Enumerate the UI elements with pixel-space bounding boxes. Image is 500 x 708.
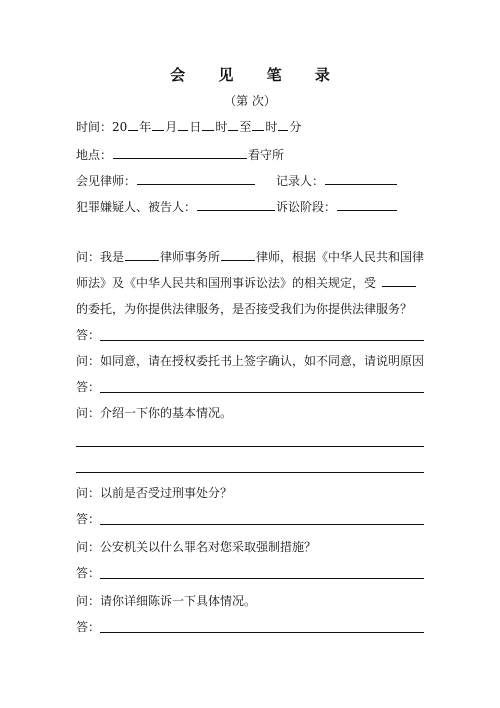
hour-unit: 时: [215, 120, 228, 134]
answer-3-field-2[interactable]: [76, 472, 424, 473]
suspect-line: [76, 200, 276, 214]
q1-text-2: 律师事务所: [160, 250, 221, 264]
question-1-line-3: [76, 302, 412, 316]
answer-2-label: 答：: [76, 380, 101, 394]
year-unit: 年: [139, 120, 152, 134]
time-line: [76, 120, 301, 134]
lawyer-name-blank[interactable]: [221, 250, 255, 261]
question-3: 问：介绍一下你的基本情况。: [76, 406, 233, 420]
q1-text-3: 律师，根据《中华人民共和国律: [256, 250, 425, 264]
question-5: 问：公安机关以什么罪名对您采取强制措施？: [76, 540, 317, 554]
recorder-label: 记录人：: [276, 174, 325, 188]
lawyer-line: [76, 174, 256, 188]
q1-text-1: 问：我是: [76, 250, 125, 264]
q1-text-5: 的委托，为你提供法律服务，是否接受我们为你提供法律服务？: [76, 302, 413, 316]
end-hour-blank[interactable]: [252, 120, 264, 131]
answer-4-field[interactable]: [100, 524, 424, 525]
year-blank[interactable]: [128, 120, 138, 131]
q1-text-4: 师法》及《中华人民共和国刑事诉讼法》的相关规定，受: [76, 276, 377, 290]
end-hour-unit: 时: [265, 120, 278, 134]
answer-5-field[interactable]: [100, 578, 424, 579]
answer-1-field[interactable]: [100, 340, 424, 341]
answer-5-label: 答：: [76, 566, 101, 580]
lawyer-blank[interactable]: [137, 174, 255, 185]
end-minute-blank[interactable]: [278, 120, 288, 131]
answer-6-field[interactable]: [100, 632, 424, 633]
lawyer-label: 会见律师：: [76, 174, 137, 188]
question-6: 问：请你详细陈诉一下具体情况。: [76, 594, 257, 608]
answer-6-label: 答：: [76, 620, 101, 634]
answer-2-field[interactable]: [100, 392, 424, 393]
stage-label: 诉讼阶段：: [276, 200, 337, 214]
detention-center-label: 看守所: [248, 148, 285, 162]
day-unit: 日: [189, 120, 202, 134]
month-unit: 月: [165, 120, 178, 134]
stage-blank[interactable]: [337, 200, 397, 211]
recorder-blank[interactable]: [325, 174, 397, 185]
answer-4-label: 答：: [76, 512, 101, 526]
suspect-blank[interactable]: [197, 200, 275, 211]
question-2: 问：如同意，请在授权委托书上签字确认，如不同意，请说明原因: [76, 354, 425, 368]
place-label: 地点：: [76, 148, 113, 162]
suspect-label: 犯罪嫌疑人、被告人：: [76, 200, 197, 214]
client-blank[interactable]: [382, 276, 416, 287]
stage-line: [276, 200, 398, 214]
question-4: 问：以前是否受过刑事处分？: [76, 486, 233, 500]
month-blank[interactable]: [152, 120, 164, 131]
question-1-line-2: [76, 276, 417, 290]
from-minute-blank[interactable]: [228, 120, 238, 131]
place-blank[interactable]: [113, 148, 247, 159]
minute-unit: 分: [289, 120, 302, 134]
page-title: 会 见 笔 录: [170, 66, 344, 84]
recorder-line: [276, 174, 398, 188]
question-1-line-1: [76, 250, 424, 264]
day-blank[interactable]: [178, 120, 188, 131]
to-label: 至: [239, 120, 252, 134]
answer-1-label: 答：: [76, 328, 101, 342]
time-label: 时间：20: [76, 120, 128, 134]
hour-blank[interactable]: [202, 120, 214, 131]
answer-3-field-1[interactable]: [76, 446, 424, 447]
law-firm-blank[interactable]: [125, 250, 159, 261]
session-number: （第 次）: [224, 94, 276, 108]
place-line: [76, 148, 284, 162]
